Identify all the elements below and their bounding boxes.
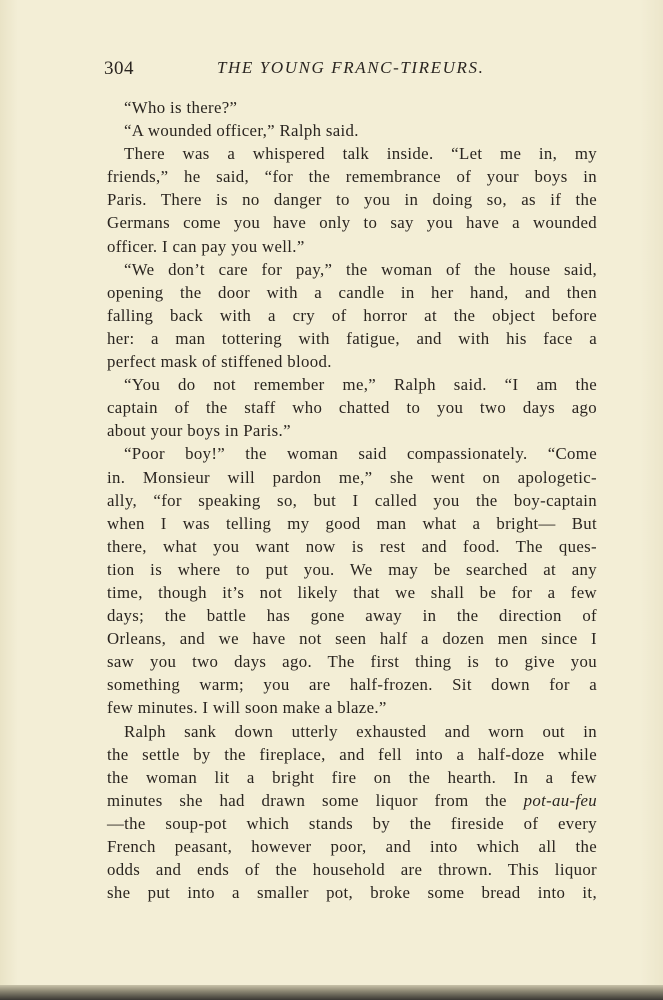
text-line: There was a whispered talk inside. “Let me in, my <box>124 144 597 164</box>
text-segment: minutes she had drawn some liquor from the <box>107 790 524 810</box>
text-line: opening the door with a candle in her hand, and then <box>107 282 597 302</box>
text-line: French peasant, however poor, and into which all the <box>107 837 597 856</box>
text-line: when I was telling my good man what a bright— But <box>107 513 597 533</box>
text-line: Paris. There is no danger to you in doing so, as if the <box>107 190 597 210</box>
text-line: tion is where to put you. We may be searched at any <box>107 559 597 579</box>
text-line: Ralph sank down utterly exhausted and worn out in <box>124 721 597 741</box>
text-line: “Poor boy!” the woman said compassionately. “Come <box>124 444 597 464</box>
text-line: about your boys in Paris.” <box>107 421 291 441</box>
text-line: the settle by the fireplace, and fell into a half-doze while <box>107 744 597 764</box>
text-line: her: a man tottering with fatigue, and with his face a <box>107 328 597 348</box>
text-line: Orleans, and we have not seen half a dozen men since I <box>107 629 597 649</box>
running-title: THE YOUNG FRANC-TIREURS. <box>217 58 485 77</box>
text-line: “A wounded officer,” Ralph said. <box>124 121 359 141</box>
text-line: friends,” he said, “for the remembrance of your boys in <box>107 167 597 187</box>
text-line: the woman lit a bright fire on the hearth. In a few <box>107 767 597 787</box>
text-line: she put into a smaller pot, broke some bread into it, <box>107 883 597 903</box>
text-line: officer. I can pay you well.” <box>107 236 305 256</box>
page-number: 304 <box>104 58 134 79</box>
text-line: captain of the staff who chatted to you two days ago <box>107 398 597 418</box>
text-line: days; the battle has gone away in the direction of <box>107 606 597 626</box>
text-line: something warm; you are half-frozen. Sit down for a <box>107 675 597 695</box>
italic-phrase: pot-au-feu <box>523 790 597 810</box>
text-line: Germans come you have only to say you have a wounded <box>107 213 597 233</box>
text-line: time, though it’s not likely that we shall be for a few <box>107 582 597 602</box>
body-text <box>107 96 597 904</box>
text-line: ally, “for speaking so, but I called you the boy-captain <box>107 490 597 510</box>
page-header <box>104 58 598 82</box>
text-line: perfect mask of stiffened blood. <box>107 352 332 372</box>
text-line: “Who is there?” <box>124 98 238 117</box>
text-line: “We don’t care for pay,” the woman of the house said, <box>124 259 597 279</box>
text-line: —the soup-pot which stands by the fireside of every <box>107 813 597 833</box>
text-line: few minutes. I will soon make a blaze.” <box>107 698 387 718</box>
text-line: odds and ends of the household are thrown. This liquor <box>107 860 597 880</box>
text-line: “You do not remember me,” Ralph said. “I am the <box>124 375 597 395</box>
text-line: saw you two days ago. The first thing is to give you <box>107 652 597 672</box>
text-line: in. Monsieur will pardon me,” she went on apologetic- <box>107 467 597 487</box>
text-line: there, what you want now is rest and food. The ques- <box>107 536 597 556</box>
text-line: falling back with a cry of horror at the object before <box>107 305 597 325</box>
page-bottom-edge <box>0 985 663 1000</box>
text-line-with-italic <box>107 789 597 812</box>
